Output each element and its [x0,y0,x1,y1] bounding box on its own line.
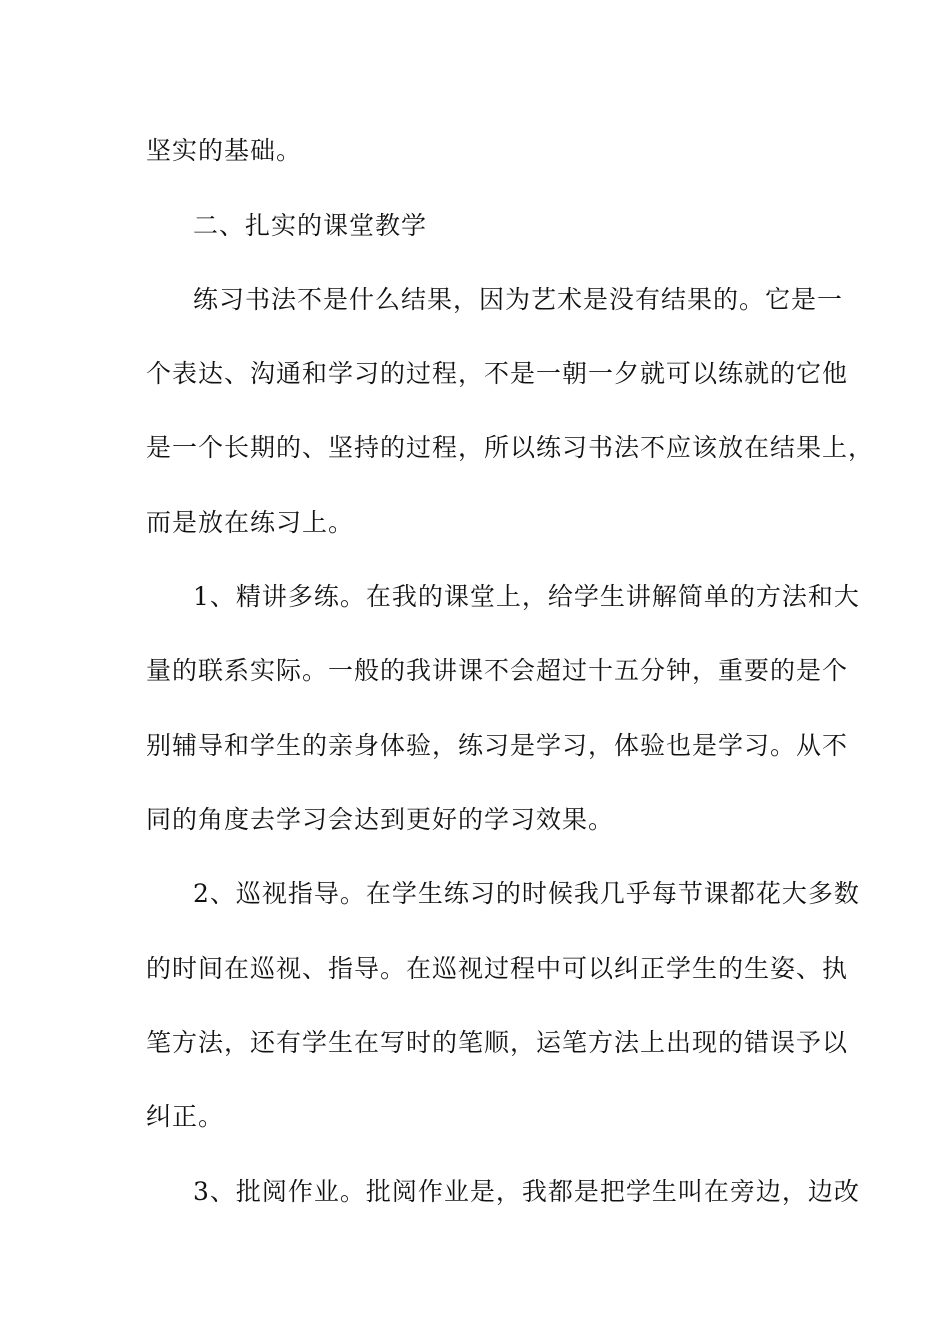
paragraph-line: 是一个长期的、坚持的过程，所以练习书法不应该放在结果上， [146,433,875,462]
paragraph-line: 同的角度去学习会达到更好的学习效果。 [146,805,615,834]
paragraph-line: 个表达、沟通和学习的过程，不是一朝一夕就可以练就的它他 [146,359,849,388]
paragraph-line: 练习书法不是什么结果，因为艺术是没有结果的。它是一 [193,285,844,314]
paragraph-line: 纠正。 [146,1102,225,1131]
paragraph-line: 笔方法，还有学生在写时的笔顺，运笔方法上出现的错误予以 [146,1028,849,1057]
paragraph-line: 别辅导和学生的亲身体验，练习是学习，体验也是学习。从不 [146,731,849,760]
paragraph-line: 而是放在练习上。 [146,508,355,537]
paragraph-line: 1、精讲多练。在我的课堂上，给学生讲解简单的方法和大 [193,582,860,611]
section-heading: 二、扎实的课堂教学 [193,211,428,240]
paragraph-line: 3、批阅作业。批阅作业是，我都是把学生叫在旁边，边改 [193,1177,860,1206]
paragraph-line: 2、巡视指导。在学生练习的时候我几乎每节课都花大多数 [193,879,860,908]
paragraph-line: 量的联系实际。一般的我讲课不会超过十五分钟，重要的是个 [146,656,849,685]
paragraph-line: 的时间在巡视、指导。在巡视过程中可以纠正学生的生姿、执 [146,954,849,983]
paragraph-line: 坚实的基础。 [146,136,303,165]
